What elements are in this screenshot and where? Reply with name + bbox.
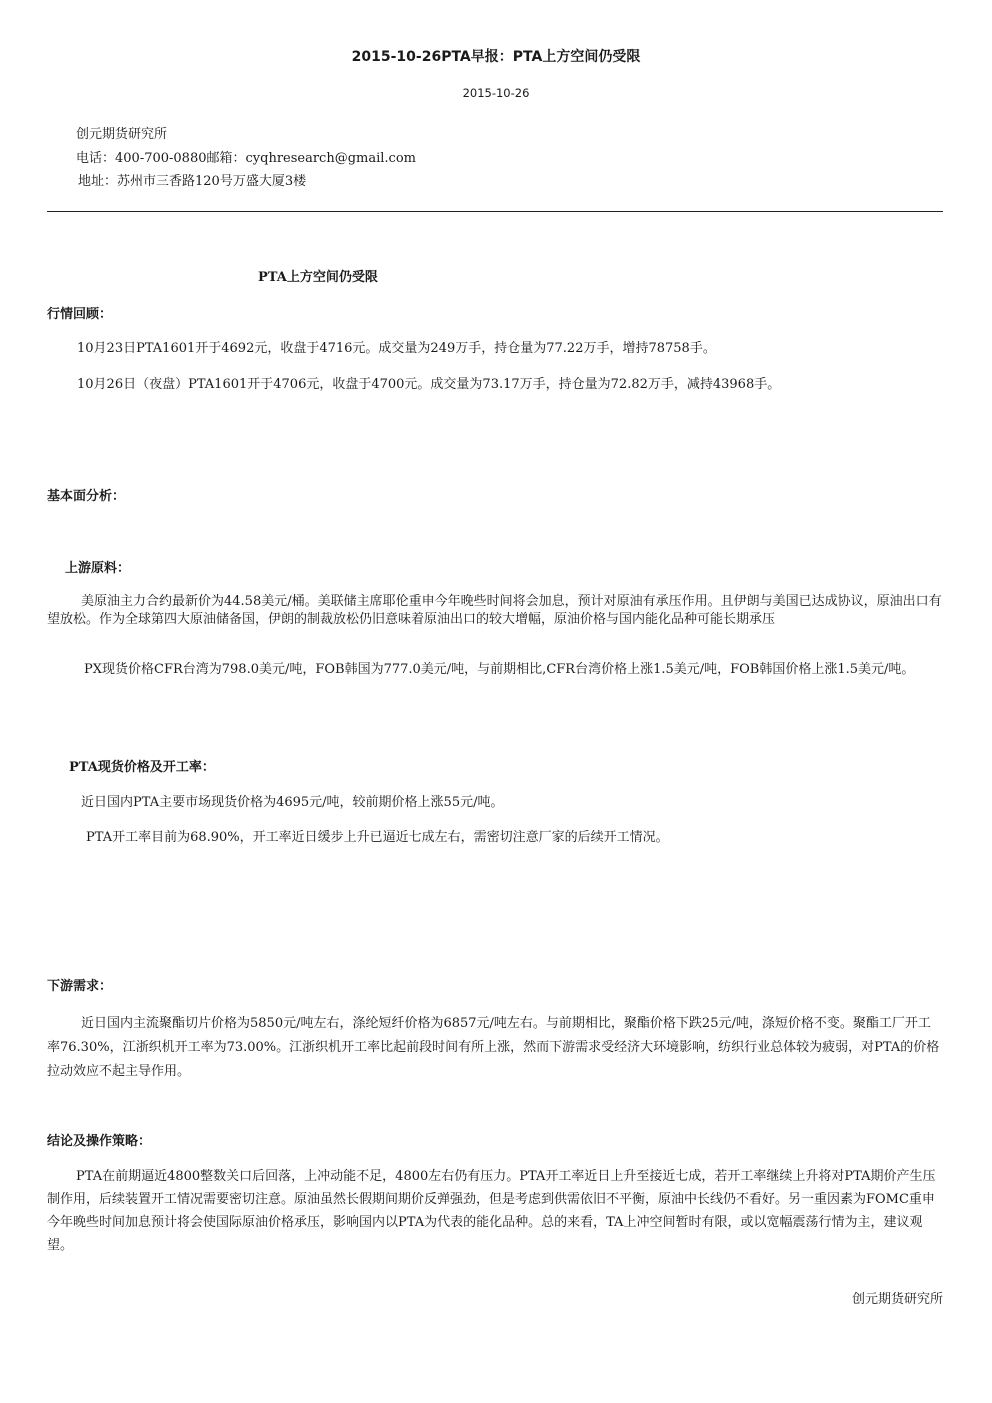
conclusion-p1: PTA在前期逼近4800整数关口后回落，上冲动能不足，4800左右仍有压力。PTA开工率近日上升至接近七成，若开工率继续上升将对PTA期价产生压制作用，后续装置开工情况需要密切注意。原油虽然长假期间期价反弹强劲，但是考虑到供需依旧不平衡，原油中长线仍不看好。另一重因素为FOMC重申今年晚些时间加息预计将会使国际原油价格承压，影响国内以PTA为代表的能化品种。总的来看，TA上冲空间暂时有限，或以宽幅震荡行情为主，建议观望。 [47, 1169, 936, 1253]
upstream-p2: PX现货价格CFR台湾为798.0美元/吨，FOB韩国为777.0美元/吨，与前期相比,CFR台湾价格上涨1.5美元/吨，FOB韩国价格上涨1.5美元/吨。 [84, 662, 915, 677]
downstream-p1: 近日国内主流聚酯切片价格为5850元/吨左右，涤纶短纤价格为6857元/吨左右。与前期相比，聚酯价格下跌25元/吨，涤短价格不变。聚酯工厂开工率76.30%，江浙织机开工率为73.00%。江浙织机开工率比起前段时间有所上涨，然而下游需求受经济大环境影响，纺织行业总体较为疲弱，对PTA的价格拉动效应不起主导作用。 [47, 1016, 940, 1079]
market-review-heading: 行情回顾： [47, 307, 113, 322]
spot-p2: PTA开工率目前为68.90%，开工率近日缓步上升已逼近七成左右，需密切注意厂家的后续开工情况。 [86, 830, 669, 845]
header-divider [47, 211, 943, 212]
page-title: 2015-10-26PTA早报：PTA上方空间仍受限 [351, 49, 641, 65]
upstream-p1: 美原油主力合约最新价为44.58美元/桶。美联储主席耶伦重申今年晚些时间将会加息，预计对原油有承压作用。且伊朗与美国已达成协议，原油出口有望放松。作为全球第四大原油储备国，伊朗的制裁放松仍旧意味着原油出口的较大增幅，原油价格与国内能化品种可能长期承压 [47, 594, 942, 627]
downstream-heading: 下游需求： [47, 979, 113, 994]
spot-p1: 近日国内PTA主要市场现货价格为4695元/吨，较前期价格上涨55元/吨。 [81, 795, 504, 810]
signature: 创元期货研究所 [851, 1292, 943, 1307]
report-date: 2015-10-26 [462, 86, 530, 100]
market-review-p2: 10月26日（夜盘）PTA1601开于4706元，收盘于4700元。成交量为73.17万手，持仓量为72.82万手，减持43968手。 [77, 377, 781, 392]
conclusion-heading: 结论及操作策略： [47, 1134, 152, 1149]
upstream-heading: 上游原料： [65, 561, 131, 576]
spot-heading: PTA现货价格及开工率： [69, 760, 215, 775]
report-subtitle: PTA上方空间仍受限 [258, 270, 378, 285]
contact-line: 电话：400-700-0880邮箱：cyqhresearch@gmail.com [76, 151, 416, 166]
address-line: 地址：苏州市三香路120号万盛大厦3楼 [78, 174, 307, 189]
market-review-p1: 10月23日PTA1601开于4692元，收盘于4716元。成交量为249万手，持仓量为77.22万手，增持78758手。 [77, 341, 716, 356]
fundamentals-heading: 基本面分析： [47, 489, 126, 504]
org-name: 创元期货研究所 [76, 127, 168, 142]
